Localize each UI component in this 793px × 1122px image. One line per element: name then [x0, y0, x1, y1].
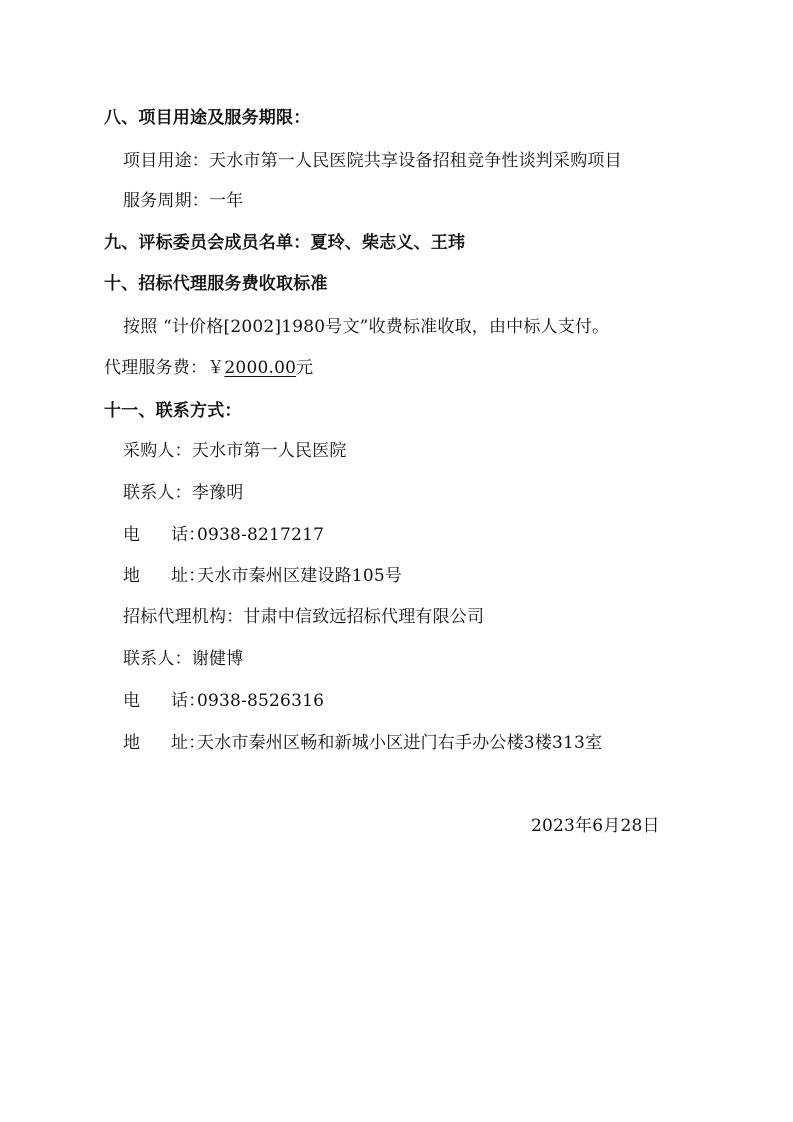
- period-label: 服务周期：: [123, 191, 209, 211]
- purchaser-line: [123, 440, 347, 462]
- agency-contact-label: 联系人：: [123, 649, 192, 669]
- agency-phone-line: [123, 690, 324, 712]
- agency-address-line: [123, 732, 602, 754]
- purchaser-value: 天水市第一人民医院: [191, 441, 347, 461]
- section10-heading: 十、招标代理服务费收取标准: [104, 274, 328, 294]
- agency-address-label-a: 地: [123, 733, 141, 753]
- address-label-a: 地: [123, 566, 141, 586]
- purchaser-phone: 0938-8217217: [197, 525, 325, 545]
- agency-contact-value: 谢健博: [191, 649, 244, 669]
- purchaser-label: 采购人：: [123, 441, 192, 461]
- agency-address: 天水市秦州区畅和新城小区进门右手办公楼3楼313室: [197, 733, 603, 753]
- phone-label-a: 电: [123, 525, 141, 545]
- fee-unit: 元: [296, 358, 314, 378]
- usage-value: 天水市第一人民医院共享设备招租竞争性谈判采购项目: [209, 151, 622, 171]
- section9-heading: 九、评标委员会成员名单：夏玲、柴志义、王玮: [104, 233, 466, 253]
- address-label: [123, 565, 206, 587]
- fee-standard-text: 按照 “计价格[2002]1980号文”收费标准收取，由中标人支付。: [123, 317, 610, 337]
- fee-label: 代理服务费：￥: [104, 358, 225, 378]
- usage-line: [123, 150, 622, 172]
- purchaser-address-line: [123, 565, 402, 587]
- purchaser-contact-line: [123, 482, 243, 504]
- fee-amount: 2000.00: [224, 358, 297, 378]
- usage-label: 项目用途：: [123, 151, 209, 171]
- agency-line: [123, 606, 484, 628]
- agency-phone-label: [123, 690, 206, 712]
- period-value: 一年: [209, 191, 244, 211]
- purchaser-phone-line: [123, 524, 324, 546]
- agency-address-label: [123, 732, 206, 754]
- purchaser-address: 天水市秦州区建设路105号: [197, 566, 403, 586]
- agency-address-label-b: 址：: [171, 733, 206, 753]
- phone-label-b: 话：: [171, 525, 206, 545]
- agency-phone-label-a: 电: [123, 691, 141, 711]
- agency-phone: 0938-8526316: [197, 691, 325, 711]
- purchaser-contact-label: 联系人：: [123, 483, 192, 503]
- purchaser-contact-value: 李豫明: [191, 483, 244, 503]
- section11-heading: 十一、联系方式：: [104, 401, 242, 421]
- phone-label: [123, 524, 206, 546]
- agency-fee-line: [104, 357, 313, 379]
- document-date: 2023年6月28日: [531, 816, 660, 836]
- agency-label: 招标代理机构：: [123, 607, 244, 627]
- period-line: [123, 190, 243, 212]
- agency-value: 甘肃中信致远招标代理有限公司: [243, 607, 485, 627]
- agency-phone-label-b: 话：: [171, 691, 206, 711]
- address-label-b: 址：: [171, 566, 206, 586]
- agency-contact-line: [123, 648, 243, 670]
- section8-heading: 八、项目用途及服务期限：: [104, 108, 311, 128]
